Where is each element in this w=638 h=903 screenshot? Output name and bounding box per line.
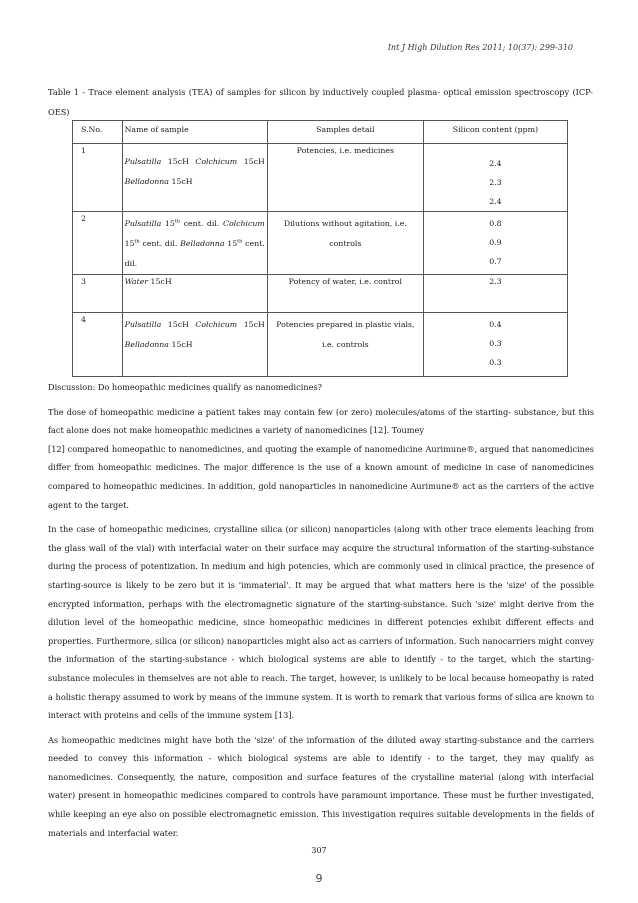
cell-silicon: 0.4 0.3 0.3: [423, 313, 567, 377]
table-row: [73, 144, 568, 212]
table-row: [73, 313, 568, 377]
trace-element-table: [72, 120, 568, 377]
cell-sno: 1: [73, 144, 123, 212]
cell-sno: 3: [73, 275, 123, 313]
cell-detail: Potencies prepared in plastic vials, i.e. controls: [267, 313, 423, 377]
cell-sno: 2: [73, 212, 123, 275]
cell-name: Pulsatilla 15cH Colchicum 15cH Belladonna 15cH: [122, 144, 267, 212]
page-number: 307: [311, 846, 327, 855]
paragraph: The dose of homeopathic medicine a patient takes may contain few (or zero) molecules/atoms of the starting- substance, but this fact alone does not make homeopathic medicines a variety of nanomedicines [12]. Toumey: [48, 406, 594, 436]
header-silicon: Silicon content (ppm): [423, 121, 567, 144]
cell-silicon: 2.4 2.3 2.4: [423, 144, 567, 212]
cell-name: Pulsatilla 15cH Colchicum 15cH Belladonna 15cH: [122, 313, 267, 377]
table-header-row: [73, 121, 568, 144]
cell-name: Pulsatilla 15th cent. dil. Colchicum 15th cent. dil. Belladonna 15th cent. dil.: [122, 212, 267, 275]
cell-detail: Dilutions without agitation, i.e. controls: [267, 212, 423, 275]
header-detail: Samples detail: [267, 121, 423, 144]
cell-silicon: 2.3: [423, 275, 567, 313]
discussion-heading: Discussion: Do homeopathic medicines qualify as nanomedicines?: [48, 382, 323, 392]
header-sno: S.No.: [73, 121, 123, 144]
body-text: [48, 378, 594, 848]
cell-name: Water 15cH: [122, 275, 267, 313]
cell-detail: Potency of water, i.e. control: [267, 275, 423, 313]
journal-header: Int J High Dilution Res 2011; 10(37): 299-310: [387, 43, 573, 52]
table-caption: Table 1 - Trace element analysis (TEA) of samples for silicon by inductively coupled plasma- optical emission spectroscopy (ICP-OES): [48, 87, 593, 117]
paragraph: As homeopathic medicines might have both the 'size' of the information of the diluted away starting-substance and the carriers needed to convey this information - which biological systems are able to identify - to the target, they may qualify as nanomedicines. Consequently, the nature, composition and surface features of the crystalline material (along with interfacial water) present in homeopathic medicines compared to controls have paramount importance. These must be further investigated, while keeping an eye also on possible electromagnetic emission. This investigation requires suitable developments in the fields of materials and interfacial water.: [48, 734, 594, 838]
cell-silicon: 0.8 0.9 0.7: [423, 212, 567, 275]
table-row: [73, 275, 568, 313]
cell-detail: Potencies, i.e. medicines: [267, 144, 423, 212]
table-row: [73, 212, 568, 275]
paragraph: In the case of homeopathic medicines, crystalline silica (or silicon) nanoparticles (along with other trace elements leaching from the glass wall of the vial) with interfacial water on their surface may acquire the structural information of the starting-substance during the process of potentization. In medium and high potencies, which are commonly used in clinical practice, the presence of starting-source is likely to be zero but it is 'immaterial'. It may be argued that what matters here is the 'size' of the possible encrypted information, perhaps with the electromagnetic signature of the starting-substance. Such 'size' might derive from the dilution level of the homeopathic medicine, since homeopathic medicines in different potencies exhibit different effects and properties. Furthermore, silica (or silicon) nanoparticles might also act as carriers of information. Such nanocarriers might convey the information of the starting-substance - which biological systems are able to identify - to the target, which the starting-substance molecules in themselves are not able to reach. The target, however, is unlikely to be local because homeopathy is rated a holistic therapy assumed to work by means of the immune system. It is worth to remark that various forms of silica are known to interact with proteins and cells of the immune system [13].: [48, 524, 594, 721]
paragraph: [12] compared homeopathic to nanomedicines, and quoting the example of nanomedicine Aurimune®, argued that nanomedicines differ from homeopathic medicines. The major difference is the use of a known amount of medicine in case of nanomedicines compared to homeopathic medicines. In addition, gold nanoparticles in nanomedicine Aurimune® act as the carriers of the active agent to the target.: [48, 443, 594, 510]
cell-sno: 4: [73, 313, 123, 377]
header-name: Name of sample: [122, 121, 267, 144]
slide-number: 9: [315, 872, 323, 885]
